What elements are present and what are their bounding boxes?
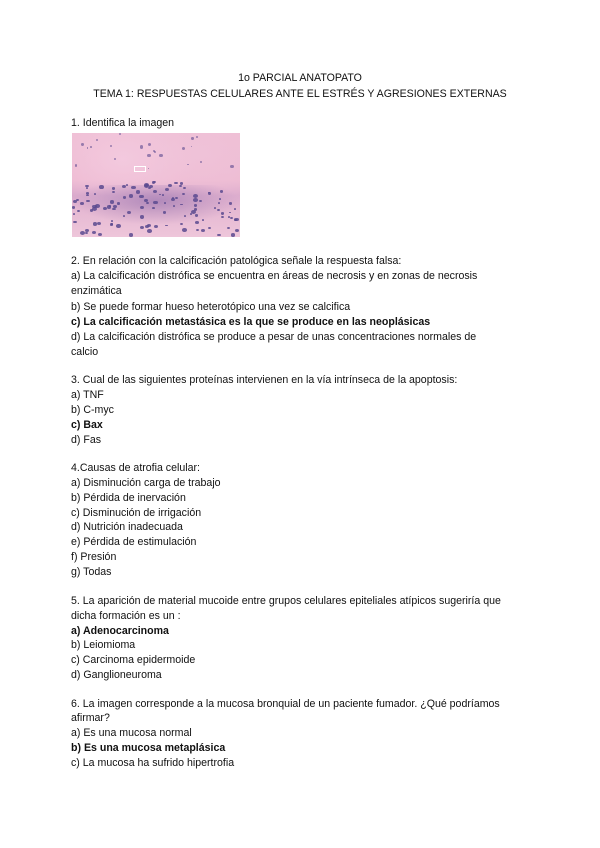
cell-nucleus <box>129 233 133 237</box>
document-title: 1o PARCIAL ANATOPATO <box>238 72 362 84</box>
cell-nucleus <box>110 223 113 225</box>
cell-nucleus <box>182 193 185 195</box>
q4-option-a: a) Disminución carga de trabajo <box>71 477 221 489</box>
question-4: 4.Causas de atrofia celular: <box>71 462 200 474</box>
cell-nucleus <box>98 233 102 236</box>
q5-option-a-correct: a) Adenocarcinoma <box>71 625 169 637</box>
cell-nucleus <box>110 145 112 147</box>
cell-nucleus <box>220 190 223 193</box>
q5-option-d: d) Ganglioneuroma <box>71 669 162 681</box>
document-header <box>0 70 600 102</box>
cell-nucleus <box>148 168 150 170</box>
cell-nucleus <box>147 154 150 157</box>
cell-nucleus <box>145 225 149 228</box>
cell-nucleus <box>140 145 143 148</box>
cell-nucleus <box>196 229 199 232</box>
cell-nucleus <box>191 146 193 148</box>
cell-nucleus <box>140 215 144 218</box>
cell-nucleus <box>80 202 83 205</box>
cell-nucleus <box>114 158 116 160</box>
image-marker <box>134 166 146 172</box>
cell-nucleus <box>93 222 98 226</box>
cell-nucleus <box>217 209 220 211</box>
cell-nucleus <box>228 216 230 218</box>
q6-option-b-correct: b) Es una mucosa metaplásica <box>71 742 226 754</box>
cell-nucleus <box>230 165 233 168</box>
cell-nucleus <box>230 217 233 219</box>
cell-nucleus <box>154 151 157 154</box>
q2-option-d-cont: calcio <box>71 346 99 358</box>
cell-nucleus <box>75 164 77 166</box>
q2-option-b: b) Se puede formar hueso heterotópico una vez se calcifica <box>71 301 351 313</box>
cell-nucleus <box>221 212 224 215</box>
cell-nucleus <box>227 227 230 230</box>
cell-nucleus <box>123 196 127 199</box>
cell-nucleus <box>90 209 93 212</box>
cell-nucleus <box>179 185 182 187</box>
cell-nucleus <box>116 224 121 228</box>
q4-option-g: g) Todas <box>71 566 112 578</box>
cell-nucleus <box>214 207 216 209</box>
cell-nucleus <box>208 227 210 229</box>
q2-option-a-cont: enzimática <box>71 285 122 297</box>
cell-nucleus <box>99 185 104 189</box>
cell-nucleus <box>129 194 133 197</box>
question-5-cont: dicha formación es un : <box>71 610 181 622</box>
cell-nucleus <box>187 164 189 166</box>
q2-option-a: a) La calcificación distrófica se encuentra en áreas de necrosis y en zonas de necrosis <box>71 270 478 282</box>
q2-option-c-correct: c) La calcificación metastásica es la que se produce en las neoplásicas <box>71 316 431 328</box>
q4-option-b: b) Pérdida de inervación <box>71 492 186 504</box>
cell-nucleus <box>77 210 80 212</box>
q4-option-d: d) Nutrición inadecuada <box>71 521 183 533</box>
cell-nucleus <box>200 161 202 163</box>
cell-nucleus <box>201 229 205 232</box>
cell-nucleus <box>86 200 89 203</box>
cell-nucleus <box>234 219 236 221</box>
cell-nucleus <box>196 136 198 138</box>
cell-nucleus <box>152 181 155 183</box>
q2-option-d: d) La calcificación distrófica se produce a pesar de unas concentraciones normales de <box>71 331 477 343</box>
q6-option-a: a) Es una mucosa normal <box>71 727 192 739</box>
q3-option-d: d) Fas <box>71 434 102 446</box>
cell-nucleus <box>191 210 196 214</box>
question-6: 6. La imagen corresponde a la mucosa bronquial de un paciente fumador. ¿Qué podríamos <box>71 698 500 710</box>
cell-nucleus <box>110 200 114 203</box>
cell-nucleus <box>111 220 113 222</box>
cell-nucleus <box>173 205 175 207</box>
cell-nucleus <box>208 192 211 194</box>
cell-nucleus <box>148 143 151 146</box>
cell-nucleus <box>183 187 186 189</box>
cell-nucleus <box>73 221 76 224</box>
cell-nucleus <box>117 202 120 204</box>
cell-nucleus <box>174 182 177 185</box>
cell-nucleus <box>73 213 75 215</box>
cell-nucleus <box>146 202 149 204</box>
cell-nucleus <box>81 143 83 145</box>
cell-nucleus <box>113 205 117 208</box>
cell-nucleus <box>194 208 198 211</box>
cell-nucleus <box>109 205 111 207</box>
cell-nucleus <box>195 221 199 224</box>
cell-nucleus <box>140 226 144 229</box>
cell-nucleus <box>235 229 239 232</box>
cell-nucleus <box>112 187 115 189</box>
q5-option-c: c) Carcinoma epidermoide <box>71 654 196 666</box>
cell-nucleus <box>182 147 185 150</box>
question-3: 3. Cual de las siguientes proteínas intervienen en la vía intrínseca de la apoptosis: <box>71 374 458 386</box>
cell-nucleus <box>163 211 166 214</box>
cell-nucleus <box>103 207 107 210</box>
cell-nucleus <box>195 214 199 217</box>
cell-nucleus <box>92 231 96 234</box>
q4-option-f: f) Presión <box>71 551 117 563</box>
cell-nucleus <box>147 229 152 233</box>
cell-nucleus <box>119 133 121 135</box>
cell-nucleus <box>199 200 202 202</box>
cell-nucleus <box>123 215 125 217</box>
cell-nucleus <box>144 199 148 202</box>
question-6-cont: afirmar? <box>71 712 110 724</box>
cell-nucleus <box>194 204 198 207</box>
cell-nucleus <box>153 190 157 193</box>
q4-option-c: c) Disminución de irrigación <box>71 507 202 519</box>
question-2: 2. En relación con la calcificación patológica señale la respuesta falsa: <box>71 255 402 267</box>
cell-nucleus <box>73 200 77 203</box>
cell-nucleus <box>231 233 236 237</box>
cell-nucleus <box>219 198 221 200</box>
q4-option-e: e) Pérdida de estimulación <box>71 536 197 548</box>
question-5: 5. La aparición de material mucoide entre grupos celulares epiteliales atípicos sugeriría que <box>71 595 501 607</box>
cell-nucleus <box>191 137 193 139</box>
cell-nucleus <box>159 154 162 157</box>
cell-nucleus <box>229 202 232 205</box>
question-1: 1. Identifica la imagen <box>71 117 175 129</box>
q6-option-c: c) La mucosa ha sufrido hipertrofia <box>71 757 235 769</box>
cell-nucleus <box>153 201 158 205</box>
cell-nucleus <box>85 232 88 234</box>
cell-nucleus <box>96 139 98 141</box>
document-subtitle: TEMA 1: RESPUESTAS CELULARES ANTE EL ESTRÉS Y AGRESIONES EXTERNAS <box>93 88 507 100</box>
cell-nucleus <box>217 234 220 237</box>
cell-nucleus <box>165 225 167 227</box>
cell-nucleus <box>182 228 187 232</box>
cell-nucleus <box>184 215 186 217</box>
cell-nucleus <box>87 147 89 149</box>
q3-option-c-correct: c) Bax <box>71 419 103 431</box>
cell-nucleus <box>122 185 126 188</box>
q3-option-b: b) C-myc <box>71 404 114 416</box>
q3-option-a: a) TNF <box>71 389 104 401</box>
cell-nucleus <box>154 225 158 228</box>
histology-image <box>72 133 240 237</box>
cell-nucleus <box>193 198 198 202</box>
cell-nucleus <box>152 207 154 209</box>
cell-nucleus <box>136 190 140 193</box>
cell-nucleus <box>90 146 92 148</box>
q5-option-b: b) Leiomioma <box>71 639 136 651</box>
